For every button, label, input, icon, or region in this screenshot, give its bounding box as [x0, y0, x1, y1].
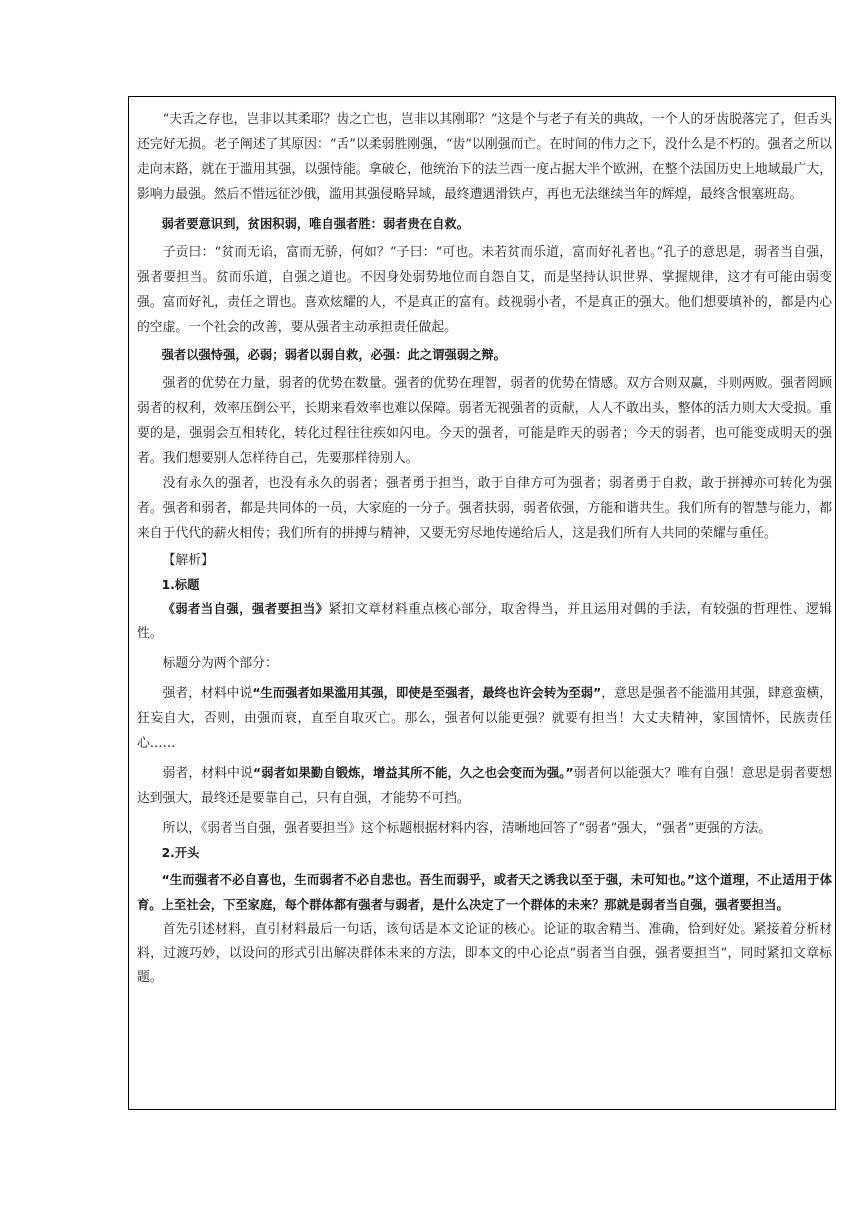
paragraph-opening-analysis: 首先引述材料，直引材料最后一句话，该句话是本文论证的核心。论证的取舍精当、准确，恰到好处。紧接着分析材料，过渡巧妙，以设问的形式引出解决群体未来的方法，即本文的中心论点“弱者当自强，强者要担当”，同时紧扣文章标题。 [137, 922, 832, 985]
weak-analysis-text: 弱者何以能强大？唯有自强！意思是弱者要想达到强大，最终还是要靠自己，只有自强，才能势不可挡。 [137, 766, 833, 806]
strong-analysis-lead: 强者，材料中说 [162, 686, 253, 701]
paragraph-opening-quote: “生而强者不必自喜也，生而弱者不必自悲也。吾生而弱乎，或者天之诱我以至于强，未可知也。”这个道理，不止适用于体育。上至社会，下至家庭，每个群体都有强者与弱者，是什么决定了一个群体的未来？那就是弱者当自强，强者要担当。 [137, 873, 832, 912]
analysis-heading: 【解析】 [162, 553, 214, 568]
weak-analysis-lead: 弱者，材料中说 [162, 766, 254, 781]
paragraph-strong-analysis [137, 681, 832, 756]
paragraph-intro: “夫舌之存也，岂非以其柔耶？齿之亡也，岂非以其刚耶？”这是个与老子有关的典故，一个人的牙齿脱落完了，但舌头还完好无损。老子阐述了其原因：“舌”以柔弱胜刚强，“齿”以刚强而亡。在时间的伟力之下，没什么是不朽的。强者之所以走向末路，就在于滥用其强，以强恃能。拿破仑，他统治下的法兰西一度占据大半个欧洲，在整个法国历史上地域最广大，影响力最强。然后不惜远征沙俄，滥用其强侵略异域，最终遭遇滑铁卢，再也无法继续当年的辉煌，最终含恨塞班岛。 [137, 112, 832, 202]
strong-analysis-text: ，意思是强者不能滥用其强，肆意蛮横，狂妄自大，否则，由强而衰，直至自取灭亡。那么，强者何以能更强？就要有担当！大丈夫精神，家国情怀，民族责任心…… [137, 686, 833, 751]
paragraph-community: 没有永久的强者，也没有永久的弱者；强者勇于担当，敢于自律方可为强者；弱者勇于自救，敢于拼搏亦可转化为强者。强者和弱者，都是共同体的一员，大家庭的一分子。强者扶弱，弱者依强，方能和谐共生。我们所有的智慧与能力，都来自于代代的薪火相传；我们所有的拼搏与精神，又要无穷尽地传递给后人，这是我们所有人共同的荣耀与重任。 [137, 476, 832, 541]
strong-quote: “生而强者如果滥用其强，即使是至强者，最终也许会转为至弱” [252, 686, 602, 700]
paragraph-advantages: 强者的优势在力量，弱者的优势在数量。强者的优势在理智，弱者的优势在情感。双方合则双赢，斗则两败。强者罔顾弱者的权利，效率压倒公平，长期来看效率也难以保障。弱者无视强者的贡献，人人不敢出头，整体的活力则大大受损。重要的是，强弱会互相转化，转化过程往往疾如闪电。今天的强者，可能是昨天的弱者；今天的弱者，也可能变成明天的强者。我们想要别人怎样待自己，先要那样待别人。 [137, 376, 832, 466]
paragraph-strong-heading: 强者以强恃强，必弱；弱者以弱自救，必强：此之谓强弱之辩。 [161, 348, 506, 362]
section-title-heading: 1.标题 [161, 578, 200, 592]
paragraph-zigong: 子贡曰：“贫而无谄，富而无骄，何如？”子曰：“可也。未若贫而乐道，富而好礼者也。”孔子的意思是，弱者当自强，强者要担当。贫而乐道，自强之道也。不因身处弱势地位而自怨自艾，而是坚持认识世界、掌握规律，这才有可能由弱变强。富而好礼，责任之谓也。喜欢炫耀的人，不是真正的富有。歧视弱小者，不是真正的强大。他们想要填补的，都是内心的空虚。一个社会的改善，要从强者主动承担责任做起。 [137, 245, 832, 335]
section-opening-heading: 2.开头 [161, 846, 200, 860]
paragraph-weak-heading: 弱者要意识到，贫困积弱，唯自强者胜：弱者贵在自救。 [161, 217, 470, 231]
paragraph-weak-analysis [137, 761, 832, 811]
paragraph-conclusion: 所以，《弱者当自强，强者要担当》这个标题根据材料内容，清晰地回答了“弱者”强大，“强者”更强的方法。 [162, 821, 772, 836]
title-analysis-text: 紧扣文章材料重点核心部分，取舍得当，并且运用对偶的手法，有较强的哲理性、逻辑性。 [137, 602, 832, 641]
essay-title: 《弱者当自强，强者要担当》 [162, 602, 329, 616]
document-body [137, 107, 832, 990]
paragraph-two-parts: 标题分为两个部分： [162, 656, 278, 671]
weak-quote: “弱者如果勤自锻炼，增益其所不能，久之也会变而为强。” [253, 766, 574, 780]
paragraph-title-analysis [137, 597, 832, 646]
